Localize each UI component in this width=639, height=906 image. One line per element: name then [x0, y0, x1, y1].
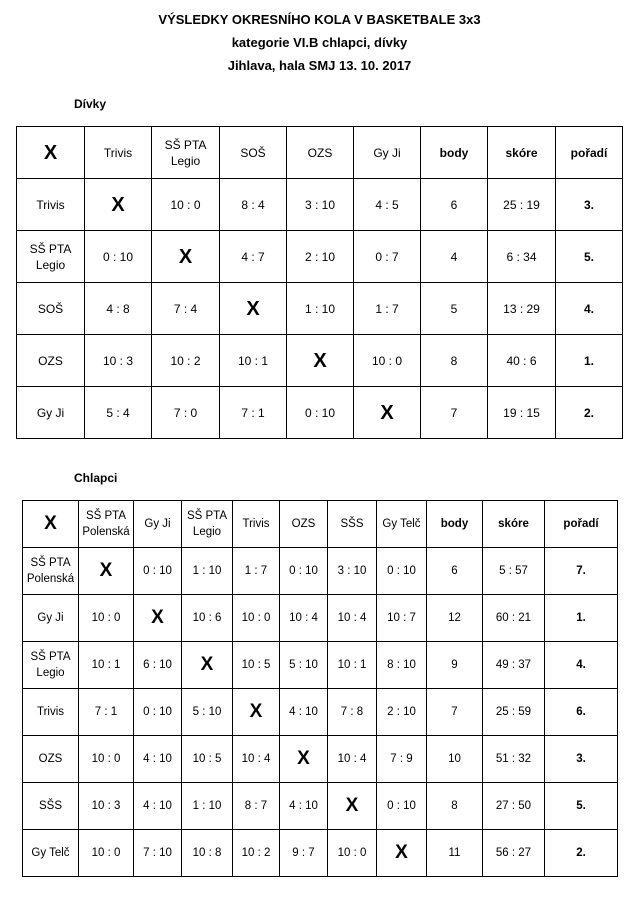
result-cell: 0 : 10 — [377, 548, 427, 595]
column-header: pořadí — [556, 127, 623, 179]
score-cell: 6 : 34 — [488, 231, 556, 283]
diagonal-x-mark: X — [377, 830, 427, 877]
result-cell: 10 : 4 — [280, 595, 328, 642]
result-cell: 7 : 1 — [220, 387, 287, 439]
score-cell: 27 : 50 — [483, 783, 545, 830]
row-team-name: OZS — [17, 335, 85, 387]
result-cell: 4 : 10 — [280, 783, 328, 830]
result-cell: 8 : 7 — [233, 783, 280, 830]
points-cell: 10 — [427, 736, 483, 783]
diagonal-x-mark: X — [354, 387, 421, 439]
result-cell: 3 : 10 — [287, 179, 354, 231]
rank-cell: 3. — [545, 736, 618, 783]
diagonal-x-mark: X — [328, 783, 377, 830]
table-row — [23, 642, 618, 689]
title-line-3: Jihlava, hala SMJ 13. 10. 2017 — [227, 58, 412, 73]
result-cell: 0 : 10 — [287, 387, 354, 439]
result-cell: 0 : 10 — [134, 689, 182, 736]
table-row — [23, 783, 618, 830]
result-cell: 10 : 0 — [233, 595, 280, 642]
points-cell: 7 — [427, 689, 483, 736]
column-header: Trivis — [85, 127, 152, 179]
girls-section-title: Dívky — [74, 97, 107, 111]
boys-section-title: Chlapci — [74, 471, 118, 485]
diagonal-x-mark: X — [233, 689, 280, 736]
result-cell: 10 : 3 — [85, 335, 152, 387]
diagonal-x-mark: X — [85, 179, 152, 231]
result-cell: 1 : 7 — [354, 283, 421, 335]
result-cell: 1 : 10 — [182, 783, 233, 830]
column-header: SŠ PTA Legio — [182, 501, 233, 548]
points-cell: 8 — [427, 783, 483, 830]
result-cell: 7 : 4 — [152, 283, 220, 335]
points-cell: 7 — [421, 387, 488, 439]
result-cell: 0 : 7 — [354, 231, 421, 283]
column-header: SŠS — [328, 501, 377, 548]
row-team-name: Gy Ji — [17, 387, 85, 439]
rank-cell: 3. — [556, 179, 623, 231]
result-cell: 10 : 5 — [182, 736, 233, 783]
result-cell: 4 : 10 — [280, 689, 328, 736]
row-team-name: Trivis — [23, 689, 79, 736]
result-cell: 0 : 10 — [134, 548, 182, 595]
row-team-name: SŠ PTA Polenská — [23, 548, 79, 595]
result-cell: 10 : 0 — [328, 830, 377, 877]
result-cell: 10 : 7 — [377, 595, 427, 642]
result-cell: 9 : 7 — [280, 830, 328, 877]
result-cell: 2 : 10 — [377, 689, 427, 736]
result-cell: 10 : 1 — [79, 642, 134, 689]
header-row — [17, 127, 623, 179]
rank-cell: 5. — [556, 231, 623, 283]
score-cell: 13 : 29 — [488, 283, 556, 335]
result-cell: 0 : 10 — [377, 783, 427, 830]
result-cell: 8 : 4 — [220, 179, 287, 231]
result-cell: 10 : 1 — [220, 335, 287, 387]
result-cell: 4 : 10 — [134, 783, 182, 830]
column-header: body — [427, 501, 483, 548]
table-row — [17, 283, 623, 335]
row-team-name: SOŠ — [17, 283, 85, 335]
result-cell: 10 : 4 — [328, 736, 377, 783]
result-cell: 10 : 2 — [233, 830, 280, 877]
table-row — [17, 179, 623, 231]
result-cell: 4 : 5 — [354, 179, 421, 231]
points-cell: 8 — [421, 335, 488, 387]
points-cell: 6 — [427, 548, 483, 595]
result-cell: 1 : 10 — [287, 283, 354, 335]
diagonal-x-mark: X — [287, 335, 354, 387]
result-cell: 4 : 7 — [220, 231, 287, 283]
column-header: skóre — [483, 501, 545, 548]
score-cell: 60 : 21 — [483, 595, 545, 642]
result-cell: 10 : 6 — [182, 595, 233, 642]
boys-results-table — [22, 500, 618, 877]
result-cell: 0 : 10 — [280, 548, 328, 595]
diagonal-x-mark: X — [152, 231, 220, 283]
column-header: Gy Ji — [354, 127, 421, 179]
girls-results-table — [16, 126, 623, 439]
points-cell: 11 — [427, 830, 483, 877]
table-row — [23, 689, 618, 736]
points-cell: 5 — [421, 283, 488, 335]
rank-cell: 2. — [556, 387, 623, 439]
table-row — [23, 736, 618, 783]
rank-cell: 7. — [545, 548, 618, 595]
rank-cell: 4. — [545, 642, 618, 689]
diagonal-x-mark: X — [79, 548, 134, 595]
score-cell: 49 : 37 — [483, 642, 545, 689]
column-header: pořadí — [545, 501, 618, 548]
result-cell: 6 : 10 — [134, 642, 182, 689]
result-cell: 8 : 10 — [377, 642, 427, 689]
points-cell: 9 — [427, 642, 483, 689]
column-header: SŠ PTA Legio — [152, 127, 220, 179]
result-cell: 10 : 8 — [182, 830, 233, 877]
header-row — [23, 501, 618, 548]
result-cell: 10 : 0 — [354, 335, 421, 387]
result-cell: 10 : 0 — [79, 736, 134, 783]
diagonal-x-mark: X — [220, 283, 287, 335]
table-row — [17, 231, 623, 283]
table-row — [17, 387, 623, 439]
column-header: Gy Telč — [377, 501, 427, 548]
result-cell: 5 : 10 — [182, 689, 233, 736]
column-header: Trivis — [233, 501, 280, 548]
corner-x-mark: X — [17, 127, 85, 179]
result-cell: 10 : 0 — [79, 830, 134, 877]
title-line-1: VÝSLEDKY OKRESNÍHO KOLA V BASKETBALE 3x3 — [158, 12, 481, 27]
result-cell: 7 : 10 — [134, 830, 182, 877]
points-cell: 6 — [421, 179, 488, 231]
rank-cell: 5. — [545, 783, 618, 830]
diagonal-x-mark: X — [182, 642, 233, 689]
result-cell: 4 : 8 — [85, 283, 152, 335]
result-cell: 3 : 10 — [328, 548, 377, 595]
result-cell: 10 : 5 — [233, 642, 280, 689]
column-header: OZS — [280, 501, 328, 548]
table-row — [17, 335, 623, 387]
result-cell: 5 : 10 — [280, 642, 328, 689]
result-cell: 7 : 1 — [79, 689, 134, 736]
score-cell: 51 : 32 — [483, 736, 545, 783]
row-team-name: Trivis — [17, 179, 85, 231]
result-cell: 10 : 0 — [152, 179, 220, 231]
score-cell: 25 : 19 — [488, 179, 556, 231]
result-cell: 10 : 1 — [328, 642, 377, 689]
table-row — [23, 830, 618, 877]
result-cell: 5 : 4 — [85, 387, 152, 439]
score-cell: 25 : 59 — [483, 689, 545, 736]
points-cell: 12 — [427, 595, 483, 642]
result-cell: 10 : 0 — [79, 595, 134, 642]
column-header: SOŠ — [220, 127, 287, 179]
result-cell: 4 : 10 — [134, 736, 182, 783]
score-cell: 5 : 57 — [483, 548, 545, 595]
rank-cell: 4. — [556, 283, 623, 335]
rank-cell: 1. — [556, 335, 623, 387]
row-team-name: SŠ PTA Legio — [23, 642, 79, 689]
table-row — [23, 548, 618, 595]
rank-cell: 1. — [545, 595, 618, 642]
row-team-name: Gy Ji — [23, 595, 79, 642]
result-cell: 7 : 8 — [328, 689, 377, 736]
column-header: body — [421, 127, 488, 179]
result-cell: 10 : 4 — [328, 595, 377, 642]
result-cell: 10 : 4 — [233, 736, 280, 783]
column-header: Gy Ji — [134, 501, 182, 548]
column-header: skóre — [488, 127, 556, 179]
result-cell: 10 : 3 — [79, 783, 134, 830]
points-cell: 4 — [421, 231, 488, 283]
result-cell: 1 : 10 — [182, 548, 233, 595]
diagonal-x-mark: X — [280, 736, 328, 783]
score-cell: 40 : 6 — [488, 335, 556, 387]
result-cell: 0 : 10 — [85, 231, 152, 283]
table-row — [23, 595, 618, 642]
result-cell: 7 : 9 — [377, 736, 427, 783]
title-line-2: kategorie VI.B chlapci, dívky — [231, 35, 408, 50]
corner-x-mark: X — [23, 501, 79, 548]
column-header: SŠ PTA Polenská — [79, 501, 134, 548]
row-team-name: Gy Telč — [23, 830, 79, 877]
column-header: OZS — [287, 127, 354, 179]
result-cell: 2 : 10 — [287, 231, 354, 283]
rank-cell: 2. — [545, 830, 618, 877]
row-team-name: OZS — [23, 736, 79, 783]
row-team-name: SŠS — [23, 783, 79, 830]
rank-cell: 6. — [545, 689, 618, 736]
score-cell: 56 : 27 — [483, 830, 545, 877]
row-team-name: SŠ PTA Legio — [17, 231, 85, 283]
diagonal-x-mark: X — [134, 595, 182, 642]
result-cell: 10 : 2 — [152, 335, 220, 387]
score-cell: 19 : 15 — [488, 387, 556, 439]
result-cell: 1 : 7 — [233, 548, 280, 595]
result-cell: 7 : 0 — [152, 387, 220, 439]
